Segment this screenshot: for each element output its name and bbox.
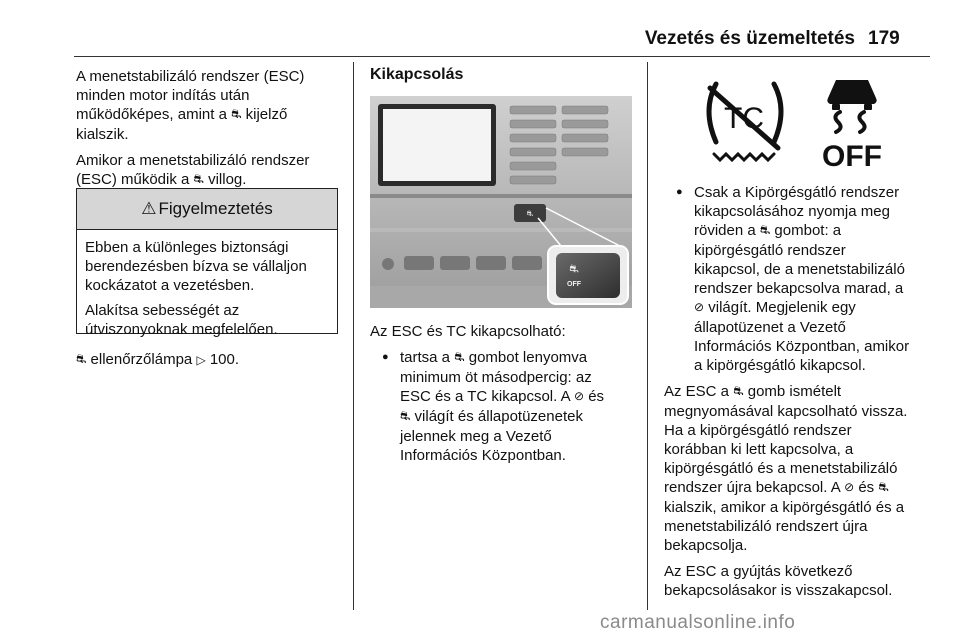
reference-arrow-icon: ▷ <box>196 353 206 367</box>
watermark: carmanualsonline.info <box>600 612 796 633</box>
column-2-body <box>370 322 642 465</box>
control-indicator-icons <box>664 70 926 174</box>
dashboard-button-photo <box>370 96 632 308</box>
reactivate-paragraph: Az ESC a ⛐ gomb ismételt megnyomásával kapcsolható vissza. Ha a kipörgésgátló rendszer korábban ki lett kapcsolva, a kipörgésgátló és a menetstabilizáló rendszer újra bekapcsol. A ⊘ és ⛐ kialszik, amikor a kipörgésgátló és a menetstabilizáló rendszert újra bekapcsolja. <box>664 383 908 554</box>
esc-off-icon: ⛐ <box>454 350 465 364</box>
warning-title: Figyelmeztetés <box>158 199 273 218</box>
esc-off-icon: ⛐ <box>733 384 744 398</box>
esc-tc-intro: Az ESC és TC kikapcsolható: <box>370 323 566 340</box>
page-header-title: Vezetés és üzemeltetés <box>644 28 855 49</box>
esc-skid-icon: ⛐ <box>76 352 87 366</box>
list-item: ● Csak a Kipörgésgátló rendszer kikapcsolásához nyomja meg röviden a ⛐ gombot: a kipörgésgátló rendszer kikapcsol, de a menetstabilizáló rendszer bekapcsolva marad, a ⊘ világít. Megjelenik egy állapotüzenet a Vezető Információs Központban, amikor a kipörgésgátló kikapcsol. <box>664 183 932 375</box>
warning-header <box>77 189 337 230</box>
warning-body: Ebben a különleges biztonsági berendezésben bízva se vállaljon kockázatot a vezetésben. Alakítsa sebességét az útviszonyoknak megfelelően. <box>85 239 307 338</box>
esc-skid-icon: ⛐ <box>193 172 204 186</box>
tc-off-icon: ⊘ <box>573 389 585 403</box>
svg-text:⛐: ⛐ <box>526 209 534 218</box>
photo-off-label: OFF <box>567 281 581 288</box>
section-heading: Kikapcsolás <box>370 66 464 83</box>
esc-skid-icon: ⛐ <box>231 107 242 121</box>
svg-text:⛐: ⛐ <box>569 263 579 275</box>
esc-off-icon: ⛐ <box>759 223 771 237</box>
header-rule <box>74 56 930 57</box>
column-1 <box>76 67 346 197</box>
esc-off-car-icon <box>827 80 876 110</box>
tc-off-icon: ⊘ <box>844 480 855 494</box>
list-item: ● tartsa a ⛐ gombot lenyomva minimum öt másodpercig: az ESC és a TC kikapcsol. A ⊘ és ⛐ világít és állapotüzenetek jelennek meg a Vezető Információs Központban. <box>370 348 642 465</box>
esc-off-icon: ⛐ <box>878 480 889 494</box>
warning-triangle-icon: ⚠ <box>141 199 157 218</box>
tc-label: TC <box>724 102 764 135</box>
page-number: 179 <box>868 28 900 49</box>
control-light-reference: ⛐ ellenőrzőlámpa ▷ 100. <box>76 351 240 368</box>
warning-box <box>76 188 338 338</box>
esc-intro-paragraph: A menetstabilizáló rendszer (ESC) minden motor indítás után működőképes, amint a ⛐ kijelző kialszik. <box>76 68 305 143</box>
column-3-body <box>664 183 932 607</box>
esc-off-icon: ⛐ <box>400 409 411 423</box>
column-divider-1 <box>353 62 354 610</box>
esc-flash-paragraph: Amikor a menetstabilizáló rendszer (ESC) működik a ⛐ villog. <box>76 152 310 188</box>
off-label: OFF <box>822 140 882 173</box>
column-divider-2 <box>647 62 648 610</box>
reference-page-link[interactable]: 100. <box>209 351 240 368</box>
tc-off-icon: ⊘ <box>694 300 705 314</box>
ignition-paragraph: Az ESC a gyújtás következő bekapcsolásakor is visszakapcsol. <box>664 563 893 599</box>
